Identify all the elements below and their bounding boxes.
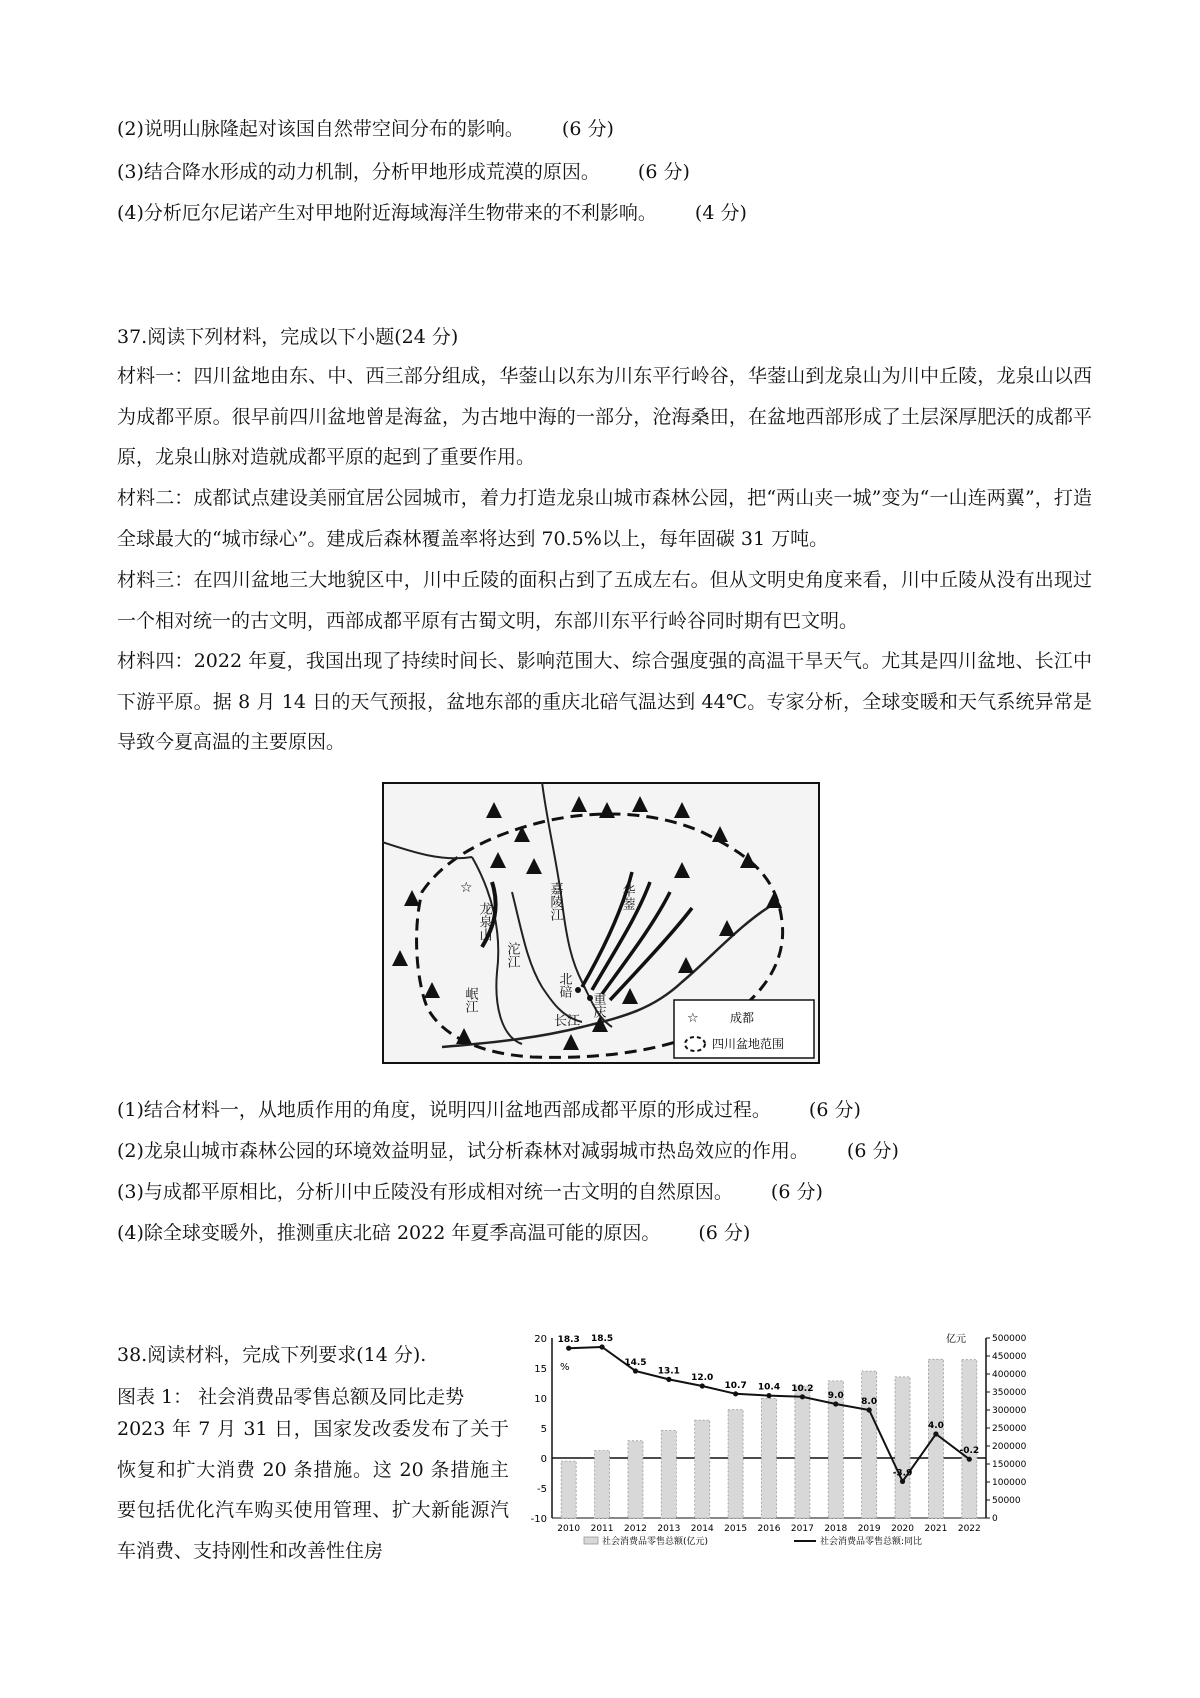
legend-bar-swatch [584, 1537, 598, 1544]
right-tick-label: 500000 [992, 1334, 1027, 1344]
x-tick-2013: 2013 [657, 1524, 681, 1534]
label-jialing: 嘉陵江 [547, 882, 563, 921]
right-tick-label: 50000 [992, 1496, 1021, 1506]
svg-text:☆: ☆ [460, 880, 473, 896]
left-tick-label: -10 [530, 1514, 547, 1525]
right-tick-label: 100000 [992, 1478, 1027, 1488]
x-tick-2016: 2016 [757, 1524, 781, 1534]
right-tick-label: 0 [992, 1514, 998, 1524]
right-tick-label: 250000 [992, 1424, 1027, 1434]
yoy-point-2018 [833, 1401, 838, 1406]
left-tick-label: 5 [540, 1424, 547, 1435]
right-tick-label: 150000 [992, 1460, 1027, 1470]
x-tick-2021: 2021 [924, 1524, 948, 1534]
yoy-point-2011 [599, 1344, 604, 1349]
yoy-point-2010 [566, 1346, 571, 1351]
yoy-point-2014 [700, 1383, 705, 1388]
bar-2010 [561, 1461, 576, 1518]
bar-2019 [862, 1371, 877, 1518]
yoy-label-2011: 18.5 [590, 1334, 614, 1344]
bar-2012 [628, 1441, 643, 1518]
right-tick-label: 350000 [992, 1388, 1027, 1398]
svg-text:☆: ☆ [687, 1011, 699, 1026]
left-axis-unit: % [560, 1362, 570, 1373]
yoy-label-2016: 10.4 [757, 1382, 781, 1393]
x-tick-2011: 2011 [590, 1524, 614, 1534]
label-min: 岷江 [462, 987, 478, 1013]
right-tick-label: 200000 [992, 1442, 1027, 1452]
legend-city: 成都 [730, 1011, 755, 1025]
yoy-label-2022: -0.2 [959, 1446, 980, 1457]
q37-question-4: (4)除全球变暖外，推测重庆北碚 2022 年夏季高温可能的原因。 (6 分) [117, 1222, 751, 1244]
sichuan-basin-map [382, 782, 820, 1064]
left-tick-label: 0 [540, 1454, 547, 1465]
left-tick-label: 15 [534, 1364, 547, 1375]
legend-basin: 四川盆地范围 [712, 1037, 785, 1051]
x-tick-2022: 2022 [957, 1524, 981, 1534]
q37-title: 37.阅读下列材料，完成以下小题(24 分) [117, 326, 459, 348]
yoy-label-2020: -3.9 [892, 1468, 913, 1479]
left-tick-label: 20 [534, 1334, 547, 1345]
yoy-label-2019: 8.0 [861, 1397, 878, 1407]
label-beibei: 北碚 [556, 972, 572, 998]
x-tick-2012: 2012 [624, 1524, 647, 1534]
x-tick-2020: 2020 [891, 1524, 914, 1534]
q36-question-4: (4)分析厄尔尼诺产生对甲地附近海域海洋生物带来的不利影响。 (4 分) [117, 202, 747, 224]
q38-body: 2023 年 7 月 31 日，国家发改委发布了关于恢复和扩大消费 20 条措施。这 20 条措施主要包括优化汽车购买使用管理、扩大新能源汽车消费、支持刚性和改善性住房 [117, 1418, 509, 1562]
x-tick-2019: 2019 [857, 1524, 881, 1534]
yoy-label-2017: 10.2 [791, 1383, 814, 1394]
bar-2011 [595, 1451, 610, 1518]
yoy-point-2021 [933, 1431, 938, 1436]
label-chongqing: 重庆 [590, 992, 606, 1018]
bar-2022 [962, 1360, 977, 1518]
yoy-label-2015: 10.7 [724, 1380, 747, 1391]
yoy-point-2012 [633, 1368, 638, 1373]
q38-figure-caption: 图表 1： 社会消费品零售总额及同比走势 [117, 1386, 465, 1408]
q37-question-3: (3)与成都平原相比，分析川中丘陵没有形成相对统一古文明的自然原因。 (6 分) [117, 1181, 823, 1203]
right-tick-label: 400000 [992, 1370, 1027, 1380]
yoy-point-2022 [967, 1457, 972, 1462]
q37-question-1: (1)结合材料一，从地质作用的角度，说明四川盆地西部成都平原的形成过程。 (6 分) [117, 1099, 861, 1121]
yoy-label-2021: 4.0 [927, 1421, 944, 1431]
bar-2014 [695, 1420, 710, 1518]
bar-2016 [761, 1398, 776, 1518]
yoy-point-2020 [900, 1479, 905, 1484]
yoy-label-2014: 12.0 [691, 1373, 714, 1383]
yoy-label-2013: 13.1 [657, 1366, 680, 1377]
legend-bar-label: 社会消费品零售总额(亿元) [602, 1537, 709, 1547]
right-tick-label: 450000 [992, 1352, 1027, 1362]
yoy-point-2015 [733, 1391, 738, 1396]
x-tick-2018: 2018 [824, 1524, 848, 1534]
bar-2017 [795, 1386, 810, 1518]
yoy-label-2018: 9.0 [827, 1391, 844, 1401]
q38-title: 38.阅读材料，完成下列要求(14 分). [117, 1344, 427, 1366]
q37-question-2: (2)龙泉山城市森林公园的环境效益明显，试分析森林对减弱城市热岛效应的作用。 (6 分) [117, 1140, 899, 1162]
yoy-label-2010: 18.3 [557, 1335, 580, 1346]
bar-2013 [661, 1431, 676, 1518]
q37-material-2: 材料二：成都试点建设美丽宜居公园城市，着力打造龙泉山城市森林公园，把“两山夹一城”变为“一山连两翼”，打造全球最大的“城市绿心”。建成后森林覆盖率将达到 70.5%以上，每年固碳 31 万吨。 [117, 487, 1092, 550]
q36-question-2: (2)说明山脉隆起对该国自然带空间分布的影响。 (6 分) [117, 118, 614, 140]
q37-material-3: 材料三：在四川盆地三大地貌区中，川中丘陵的面积占到了五成左右。但从文明史角度来看，川中丘陵从没有出现过一个相对统一的古文明，西部成都平原有古蜀文明，东部川东平行岭谷同时期有巴文明。 [117, 569, 1092, 632]
right-axis-unit: 亿元 [946, 1334, 966, 1345]
x-tick-2010: 2010 [557, 1524, 581, 1534]
x-tick-2017: 2017 [790, 1524, 814, 1534]
label-tuo: 沱江 [504, 942, 520, 968]
yoy-point-2013 [666, 1377, 671, 1382]
label-longquan: 龙泉山 [476, 902, 492, 941]
map-legend [674, 1000, 814, 1058]
yoy-point-2017 [800, 1394, 805, 1399]
yoy-point-2016 [766, 1393, 771, 1398]
right-tick-label: 300000 [992, 1406, 1027, 1416]
q37-material-1: 材料一：四川盆地由东、中、西三部分组成，华蓥山以东为川东平行岭谷，华蓥山到龙泉山为川中丘陵，龙泉山以西为成都平原。很早前四川盆地曾是海盆，为古地中海的一部分，沧海桑田，在盆地西部形成了土层深厚肥沃的成都平原，龙泉山脉对造就成都平原的起到了重要作用。 [117, 365, 1092, 468]
retail-sales-chart [524, 1324, 1059, 1549]
q37-material-4: 材料四：2022 年夏，我国出现了持续时间长、影响范围大、综合强度强的高温干旱天气。尤其是四川盆地、长江中下游平原。据 8 月 14 日的天气预报，盆地东部的重庆北碚气温达到 44℃。专家分析，全球变暖和天气系统异常是导致今夏高温的主要原因。 [117, 650, 1092, 753]
left-tick-label: 10 [534, 1394, 547, 1405]
x-tick-2014: 2014 [690, 1524, 714, 1534]
yoy-label-2012: 14.5 [624, 1358, 647, 1368]
q36-question-3: (3)结合降水形成的动力机制，分析甲地形成荒漠的原因。 (6 分) [117, 161, 690, 183]
yoy-point-2019 [867, 1407, 872, 1412]
legend-line-label: 社会消费品零售总额:同比 [820, 1537, 923, 1547]
bar-2020 [895, 1377, 910, 1518]
bar-2015 [728, 1410, 743, 1518]
left-tick-label: -5 [537, 1484, 547, 1495]
label-chang: 长江 [554, 1014, 581, 1029]
label-huaying: 华蓥 [619, 884, 635, 910]
x-tick-2015: 2015 [724, 1524, 748, 1534]
